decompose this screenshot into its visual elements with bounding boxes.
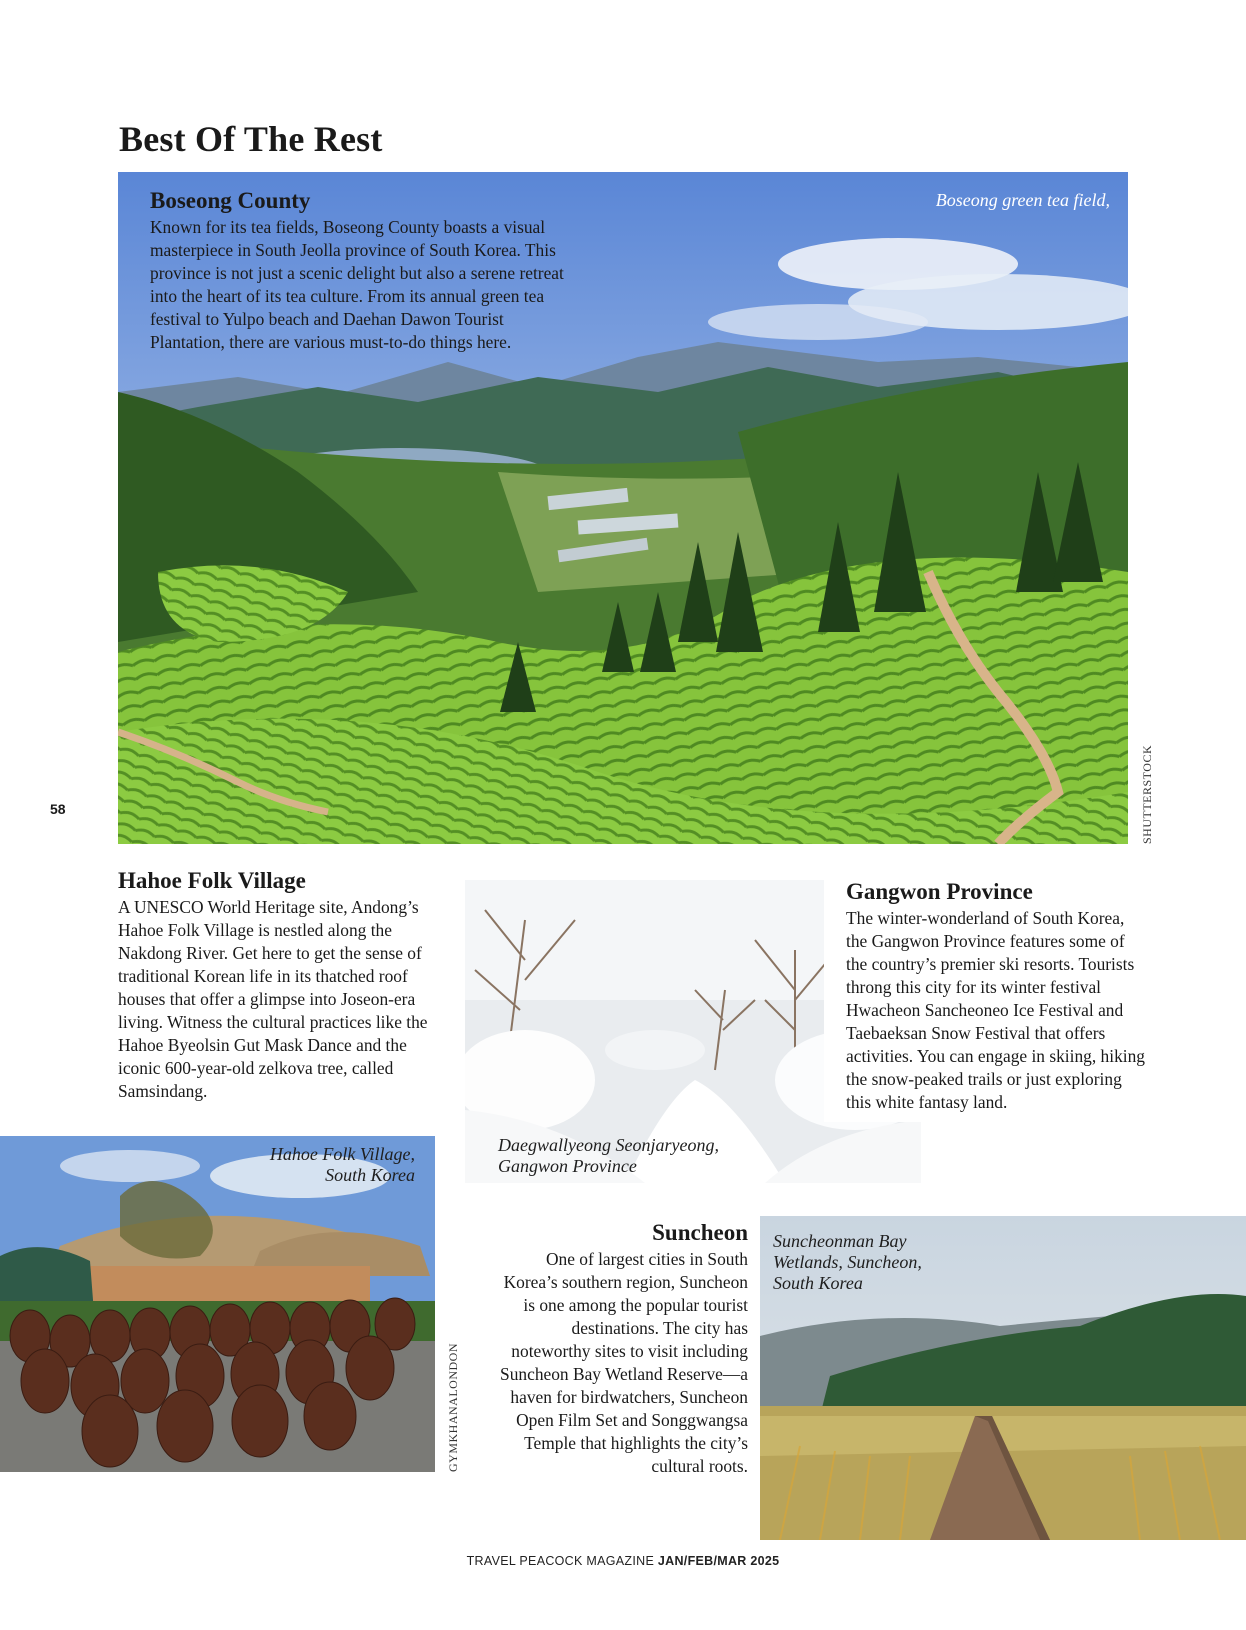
section-title: Best Of The Rest bbox=[119, 119, 383, 159]
hahoe-caption-line-1: Hahoe Folk Village, bbox=[269, 1144, 415, 1164]
suncheon-caption-line-3: South Korea bbox=[773, 1273, 863, 1293]
hahoe-article bbox=[118, 868, 428, 1103]
hahoe-heading: Hahoe Folk Village bbox=[118, 868, 306, 893]
suncheon-caption bbox=[773, 1231, 993, 1294]
hahoe-folk-village-photo bbox=[0, 1136, 435, 1472]
suncheon-caption-line-1: Suncheonman Bay bbox=[773, 1231, 907, 1251]
page-number: 58 bbox=[50, 801, 66, 817]
boseong-caption: Boseong green tea field, bbox=[935, 190, 1110, 210]
boseong-body: Known for its tea fields, Boseong County boasts a visual masterpiece in South Jeolla province of South Korea. This province is not just a scenic delight but also a serene retreat into the heart of its tea culture. From its annual green tea festival to Yulpo beach and Daehan Dawon Tourist Plantation, there are various must-to-do things here. bbox=[150, 217, 564, 352]
hahoe-photo-credit: GYMKHANALONDON bbox=[446, 1343, 460, 1472]
footer-magazine-name: TRAVEL PEACOCK MAGAZINE bbox=[466, 1554, 655, 1568]
gangwon-caption bbox=[498, 1135, 758, 1177]
page-footer bbox=[0, 1554, 1246, 1568]
gangwon-heading: Gangwon Province bbox=[846, 879, 1033, 904]
suncheon-heading: Suncheon bbox=[652, 1220, 748, 1245]
footer-issue: JAN/FEB/MAR 2025 bbox=[657, 1554, 780, 1568]
suncheon-body: One of largest cities in South Korea’s southern region, Suncheon is one among the popular tourist destinations. The city has noteworthy sites to visit including Suncheon Bay Wetland Reserve—a haven for birdwatchers, Suncheon Open Film Set and Songgwangsa Temple that highlights the city’s cultural roots. bbox=[500, 1249, 748, 1476]
boseong-photo-credit: SHUTTERSTOCK bbox=[1140, 744, 1154, 844]
gangwon-caption-line-1: Daegwallyeong Seonjaryeong, bbox=[498, 1135, 719, 1155]
hahoe-body: A UNESCO World Heritage site, Andong’s Hahoe Folk Village is nestled along the Nakdong River. Get here to get the sense of traditional Korean life in its thatched roof houses that offer a glimpse into Joseon-era living. Witness the cultural practices like the Hahoe Byeolsin Gut Mask Dance and the iconic 600-year-old zelkova tree, called Samsindang. bbox=[118, 897, 428, 1101]
gangwon-article bbox=[824, 875, 1146, 1122]
boseong-article bbox=[150, 188, 580, 354]
boseong-heading: Boseong County bbox=[150, 188, 311, 213]
suncheon-article bbox=[490, 1220, 748, 1478]
gangwon-caption-line-2: Gangwon Province bbox=[498, 1156, 637, 1176]
hahoe-caption bbox=[240, 1144, 415, 1186]
hahoe-caption-line-2: South Korea bbox=[325, 1165, 415, 1185]
suncheon-caption-line-2: Wetlands, Suncheon, bbox=[773, 1252, 922, 1272]
gangwon-body: The winter-wonderland of South Korea, the Gangwon Province features some of the country’s premier ski resorts. Tourists throng this city for its winter festival Hwacheon Sancheoneo Ice Festival and Taebaeksan Snow Festival that offers activities. You can engage in skiing, hiking the snow-peaked trails or just exploring this white fantasy land. bbox=[846, 908, 1145, 1112]
